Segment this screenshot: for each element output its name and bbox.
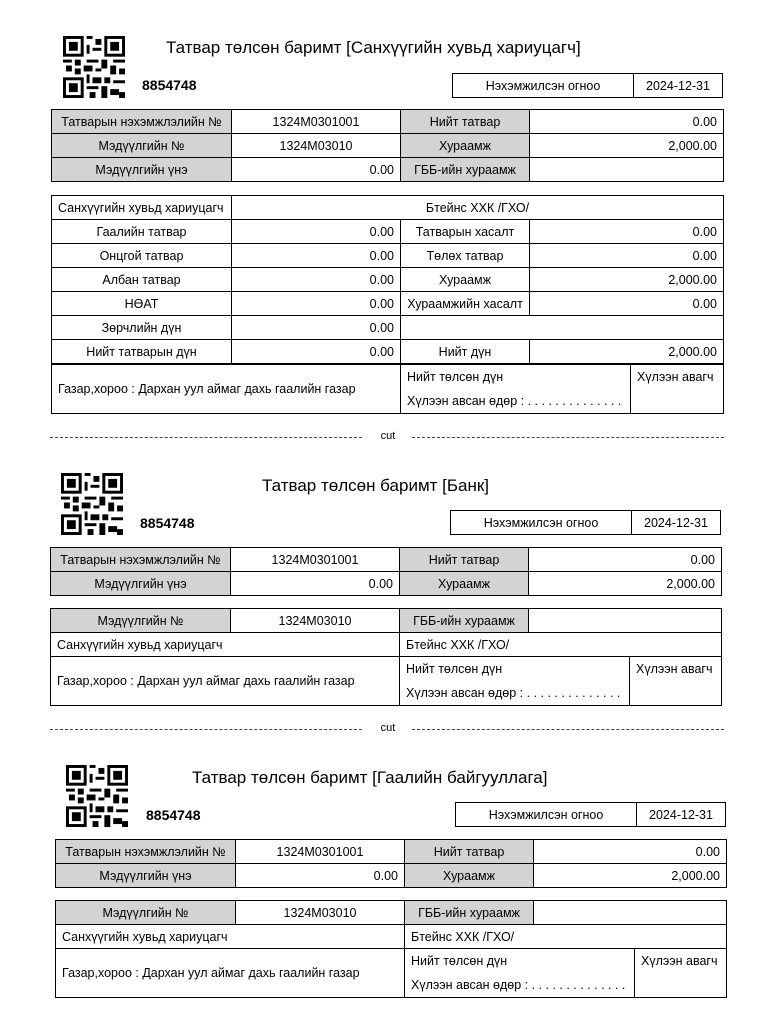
responsible-label: Санхүүгийн хувьд хариуцагч <box>52 196 232 220</box>
date-label: Нэхэмжилсэн огноо <box>451 511 632 535</box>
fee-value-2: 2,000.00 <box>530 268 724 292</box>
fee-label: Хураамж <box>405 864 534 888</box>
info-no-value: 1324M03010 <box>236 901 405 925</box>
total-amount-value: 2,000.00 <box>530 340 724 364</box>
fee-label: Хураамж <box>401 134 530 158</box>
responsible-label: Санхүүгийн хувьд хариуцагч <box>56 925 405 949</box>
total-tax-value: 0.00 <box>530 110 724 134</box>
gbb-fee-label: ГББ-ийн хураамж <box>400 609 529 633</box>
info-price-label: Мэдүүлгийн үнэ <box>51 572 231 596</box>
fee-label: Хураамж <box>400 572 529 596</box>
info-no-value: 1324M03010 <box>231 609 400 633</box>
receiver-label: Хүлээн авагч <box>631 365 724 414</box>
customs-tax-label: Гаалийн татвар <box>52 220 232 244</box>
gbb-fee-value <box>534 901 727 925</box>
total-tax-label: Нийт татвар <box>405 840 534 864</box>
responsible-value: Бтейнс ХХК /ГХО/ <box>405 925 727 949</box>
total-tax-amount-label: Нийт татварын дүн <box>52 340 232 364</box>
special-tax-label: Онцгой татвар <box>52 244 232 268</box>
fee-deduction-value: 0.00 <box>530 292 724 316</box>
customs-tax-value: 0.00 <box>232 220 401 244</box>
official-tax-label: Албан татвар <box>52 268 232 292</box>
payable-tax-value: 0.00 <box>530 244 724 268</box>
total-tax-label: Нийт татвар <box>401 110 530 134</box>
info-no-label: Мэдүүлгийн № <box>51 609 231 633</box>
payable-tax-label: Төлөх татвар <box>401 244 530 268</box>
info-no-label: Мэдүүлгийн № <box>56 901 236 925</box>
total-tax-amount-value: 0.00 <box>232 340 401 364</box>
total-tax-value: 0.00 <box>534 840 727 864</box>
responsible-value: Бтейнс ХХК /ГХО/ <box>232 196 724 220</box>
date-label: Нэхэмжилсэн огноо <box>453 74 634 98</box>
receiver-label: Хүлээн авагч <box>635 949 727 998</box>
empty-cell <box>401 316 724 340</box>
footer-table <box>51 364 724 414</box>
footer-table <box>50 656 722 706</box>
total-paid-label: Нийт төлсөн дүн <box>400 657 630 682</box>
receipt-title: Татвар төлсөн баримт [Санхүүгийн хувьд хариуцагч] <box>166 38 581 57</box>
vat-value: 0.00 <box>232 292 401 316</box>
qr-code-icon <box>61 473 123 535</box>
cut-line <box>50 722 724 736</box>
gbb-fee-label: ГББ-ийн хураамж <box>401 158 530 182</box>
invoice-no-label: Татварын нэхэмжлэлийн № <box>51 548 231 572</box>
detail-table <box>50 608 722 657</box>
total-tax-value: 0.00 <box>529 548 722 572</box>
cut-label: cut <box>380 430 396 442</box>
gbb-fee-label: ГББ-ийн хураамж <box>405 901 534 925</box>
date-label: Нэхэмжилсэн огноо <box>456 803 637 827</box>
special-tax-value: 0.00 <box>232 244 401 268</box>
invoice-no-label: Татварын нэхэмжлэлийн № <box>56 840 236 864</box>
info-no-value: 1324M03010 <box>232 134 401 158</box>
fee-value: 2,000.00 <box>530 134 724 158</box>
invoice-no-value: 1324M0301001 <box>231 548 400 572</box>
footer-table <box>55 948 727 998</box>
invoice-no-value: 1324M0301001 <box>232 110 401 134</box>
info-table <box>55 839 727 888</box>
receipt-title: Татвар төлсөн баримт [Банк] <box>262 476 490 495</box>
info-price-label: Мэдүүлгийн үнэ <box>56 864 236 888</box>
received-date-label: Хүлээн авсан өдөр : . . . . . . . . . . . . . . <box>405 973 635 998</box>
tax-deduction-value: 0.00 <box>530 220 724 244</box>
info-table <box>51 109 724 182</box>
info-table <box>50 547 722 596</box>
qr-code-icon <box>63 36 125 98</box>
receipt-code: 8854748 <box>142 77 197 93</box>
responsible-value: Бтейнс ХХК /ГХО/ <box>400 633 722 657</box>
info-price-value: 0.00 <box>236 864 405 888</box>
detail-table <box>55 900 727 949</box>
official-tax-value: 0.00 <box>232 268 401 292</box>
fee-value: 2,000.00 <box>534 864 727 888</box>
info-no-label: Мэдүүлгийн № <box>52 134 232 158</box>
violation-value: 0.00 <box>232 316 401 340</box>
tax-deduction-label: Татварын хасалт <box>401 220 530 244</box>
info-price-label: Мэдүүлгийн үнэ <box>52 158 232 182</box>
total-amount-label: Нийт дүн <box>401 340 530 364</box>
location-text: Газар,хороо : Дархан уул аймаг дахь гаалийн газар <box>51 657 400 706</box>
qr-code-icon <box>66 765 128 827</box>
gbb-fee-value <box>530 158 724 182</box>
total-tax-label: Нийт татвар <box>400 548 529 572</box>
cut-line <box>50 430 724 444</box>
total-paid-label: Нийт төлсөн дүн <box>405 949 635 974</box>
info-price-value: 0.00 <box>231 572 400 596</box>
receipt-code: 8854748 <box>140 515 195 531</box>
detail-table <box>51 195 724 364</box>
violation-label: Зөрчлийн дүн <box>52 316 232 340</box>
invoice-no-label: Татварын нэхэмжлэлийн № <box>52 110 232 134</box>
fee-label-2: Хураамж <box>401 268 530 292</box>
date-value: 2024-12-31 <box>632 511 721 535</box>
invoice-no-value: 1324M0301001 <box>236 840 405 864</box>
fee-value: 2,000.00 <box>529 572 722 596</box>
cut-label: cut <box>380 722 396 734</box>
fee-deduction-label: Хураамжийн хасалт <box>401 292 530 316</box>
total-paid-label: Нийт төлсөн дүн <box>401 365 631 390</box>
gbb-fee-value <box>529 609 722 633</box>
received-date-label: Хүлээн авсан өдөр : . . . . . . . . . . . . . . <box>400 681 630 706</box>
responsible-label: Санхүүгийн хувьд хариуцагч <box>51 633 400 657</box>
receipt-code: 8854748 <box>146 807 201 823</box>
receipt-title: Татвар төлсөн баримт [Гаалийн байгууллага] <box>192 768 548 787</box>
date-value: 2024-12-31 <box>634 74 723 98</box>
date-value: 2024-12-31 <box>637 803 726 827</box>
location-text: Газар,хороо : Дархан уул аймаг дахь гаалийн газар <box>52 365 401 414</box>
info-price-value: 0.00 <box>232 158 401 182</box>
location-text: Газар,хороо : Дархан уул аймаг дахь гаалийн газар <box>56 949 405 998</box>
receiver-label: Хүлээн авагч <box>630 657 722 706</box>
vat-label: НӨАТ <box>52 292 232 316</box>
received-date-label: Хүлээн авсан өдөр : . . . . . . . . . . . . . . <box>401 389 631 414</box>
